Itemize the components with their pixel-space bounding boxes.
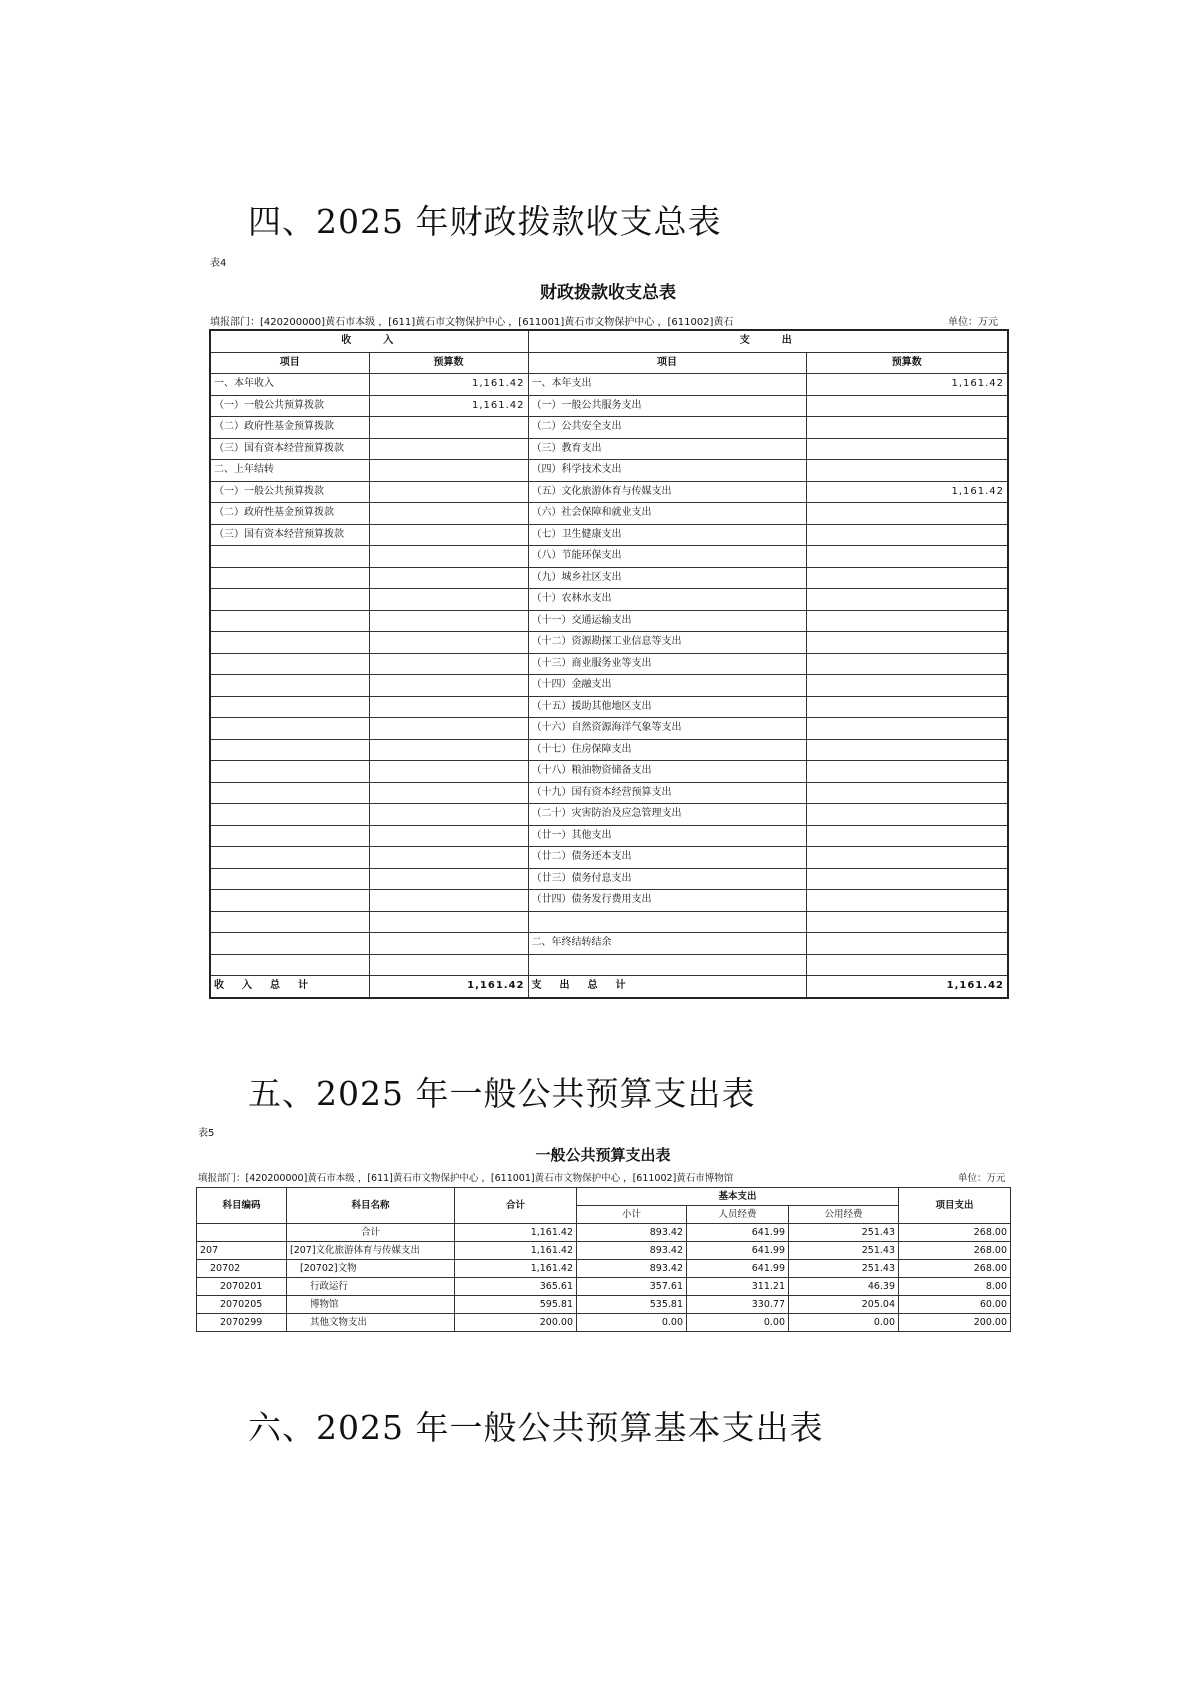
- income-item-cell: [210, 610, 369, 632]
- project-cell: 8.00: [899, 1278, 1011, 1296]
- expense-group-header: 支 出: [528, 330, 1008, 352]
- project-expense-header: 项目支出: [899, 1188, 1011, 1224]
- income-value-cell: [369, 890, 528, 912]
- name-cell: 行政运行: [287, 1278, 455, 1296]
- expense-value-cell: [806, 868, 1008, 890]
- expense-total-value: 1,161.42: [806, 976, 1008, 998]
- expense-item-cell: （廿二）债务还本支出: [528, 847, 806, 869]
- table-row: [197, 1242, 1011, 1260]
- expense-item-cell: 二、年终结转结余: [528, 933, 806, 955]
- expense-value-cell: [806, 739, 1008, 761]
- income-value-cell: 1,161.42: [369, 374, 528, 396]
- expense-item-cell: [528, 911, 806, 933]
- expense-item-cell: （十二）资源勘探工业信息等支出: [528, 632, 806, 654]
- public-header: 公用经费: [789, 1206, 899, 1224]
- income-value-cell: [369, 524, 528, 546]
- total-cell: 200.00: [455, 1314, 577, 1332]
- expense-value-cell: [806, 890, 1008, 912]
- income-value-cell: [369, 847, 528, 869]
- table-row: [210, 739, 1008, 761]
- personnel-cell: 311.21: [687, 1278, 789, 1296]
- income-item-cell: 一、本年收入: [210, 374, 369, 396]
- table-row: [210, 718, 1008, 740]
- table-row: [210, 632, 1008, 654]
- project-cell: 268.00: [899, 1260, 1011, 1278]
- code-cell: 20702: [197, 1260, 287, 1278]
- income-item-cell: [210, 567, 369, 589]
- table-row: [210, 481, 1008, 503]
- income-item-cell: [210, 696, 369, 718]
- project-cell: 60.00: [899, 1296, 1011, 1314]
- expense-value-cell: [806, 417, 1008, 439]
- income-value-cell: [369, 718, 528, 740]
- income-item-cell: [210, 847, 369, 869]
- expense-value-cell: [806, 395, 1008, 417]
- public-cell: 251.43: [789, 1242, 899, 1260]
- income-value-cell: [369, 417, 528, 439]
- income-value-cell: [369, 589, 528, 611]
- expense-item-cell: （十五）援助其他地区支出: [528, 696, 806, 718]
- income-value-cell: [369, 481, 528, 503]
- expense-value-cell: [806, 524, 1008, 546]
- income-item-cell: [210, 954, 369, 976]
- personnel-cell: 641.99: [687, 1242, 789, 1260]
- expense-item-cell: （十九）国有资本经营预算支出: [528, 782, 806, 804]
- public-cell: 0.00: [789, 1314, 899, 1332]
- expense-item-cell: （十四）金融支出: [528, 675, 806, 697]
- income-item-cell: [210, 761, 369, 783]
- income-total-value: 1,161.42: [369, 976, 528, 998]
- expense-item-cell: （十七）住房保障支出: [528, 739, 806, 761]
- table-row: [197, 1224, 1011, 1242]
- expense-value-cell: [806, 653, 1008, 675]
- expense-item-header: 项目: [528, 352, 806, 374]
- income-item-cell: （一）一般公共预算拨款: [210, 395, 369, 417]
- table-row: [210, 567, 1008, 589]
- expense-item-cell: （廿四）债务发行费用支出: [528, 890, 806, 912]
- table-row: [197, 1260, 1011, 1278]
- income-item-cell: 二、上年结转: [210, 460, 369, 482]
- income-item-cell: [210, 890, 369, 912]
- subtotal-cell: 893.42: [577, 1242, 687, 1260]
- income-item-cell: （三）国有资本经营预算拨款: [210, 438, 369, 460]
- expense-item-cell: （二）公共安全支出: [528, 417, 806, 439]
- total-cell: 1,161.42: [455, 1224, 577, 1242]
- income-value-cell: [369, 567, 528, 589]
- expense-value-cell: [806, 589, 1008, 611]
- income-value-cell: [369, 460, 528, 482]
- table-5-unit: 单位：万元: [958, 1173, 1006, 1184]
- table-row: [210, 675, 1008, 697]
- public-cell: 251.43: [789, 1224, 899, 1242]
- table-row: [210, 933, 1008, 955]
- expense-item-cell: （廿三）债务付息支出: [528, 868, 806, 890]
- expense-value-cell: [806, 825, 1008, 847]
- table-row: [210, 868, 1008, 890]
- code-cell: 2070299: [197, 1314, 287, 1332]
- income-value-cell: [369, 825, 528, 847]
- income-value-cell: [369, 632, 528, 654]
- expense-value-cell: [806, 610, 1008, 632]
- table-row: [210, 761, 1008, 783]
- total-cell: 1,161.42: [455, 1260, 577, 1278]
- expense-value-cell: [806, 804, 1008, 826]
- expense-value-cell: [806, 460, 1008, 482]
- public-cell: 46.39: [789, 1278, 899, 1296]
- name-header: 科目名称: [287, 1188, 455, 1224]
- table-row: [210, 782, 1008, 804]
- table-row: [197, 1314, 1011, 1332]
- expense-value-cell: [806, 675, 1008, 697]
- table-row: [210, 610, 1008, 632]
- income-item-cell: [210, 653, 369, 675]
- expense-item-cell: （五）文化旅游体育与传媒支出: [528, 481, 806, 503]
- code-cell: 2070201: [197, 1278, 287, 1296]
- income-value-cell: [369, 911, 528, 933]
- expense-value-cell: [806, 761, 1008, 783]
- table-5-dept: 填报部门：[420200000]黄石市本级 ，[611]黄石市文物保护中心 ，[611001]黄石市文物保护中心 ，[611002]黄石市博物馆: [198, 1173, 734, 1184]
- project-cell: 268.00: [899, 1224, 1011, 1242]
- income-item-cell: [210, 675, 369, 697]
- expense-value-cell: [806, 911, 1008, 933]
- name-cell: [20702]文物: [287, 1260, 455, 1278]
- income-value-cell: [369, 804, 528, 826]
- name-cell: 博物馆: [287, 1296, 455, 1314]
- table-row: [210, 911, 1008, 933]
- code-cell: 207: [197, 1242, 287, 1260]
- income-value-cell: [369, 868, 528, 890]
- name-cell: [207]文化旅游体育与传媒支出: [287, 1242, 455, 1260]
- table-row: [210, 954, 1008, 976]
- expense-value-cell: [806, 718, 1008, 740]
- income-value-cell: [369, 546, 528, 568]
- expense-value-cell: [806, 546, 1008, 568]
- income-value-cell: [369, 610, 528, 632]
- name-cell: 其他文物支出: [287, 1314, 455, 1332]
- general-budget-expense-table: [196, 1187, 1011, 1332]
- income-value-cell: 1,161.42: [369, 395, 528, 417]
- project-cell: 200.00: [899, 1314, 1011, 1332]
- expense-item-cell: （九）城乡社区支出: [528, 567, 806, 589]
- table-row: [210, 546, 1008, 568]
- section-4-heading: 四、2025 年财政拨款收支总表: [248, 202, 722, 241]
- total-header: 合计: [455, 1188, 577, 1224]
- income-value-cell: [369, 761, 528, 783]
- table-row: [210, 589, 1008, 611]
- total-cell: 595.81: [455, 1296, 577, 1314]
- income-item-cell: [210, 933, 369, 955]
- table-row: [197, 1278, 1011, 1296]
- income-item-cell: [210, 632, 369, 654]
- personnel-cell: 0.00: [687, 1314, 789, 1332]
- income-total-label: 收 入 总 计: [210, 976, 369, 998]
- expense-item-cell: （三）教育支出: [528, 438, 806, 460]
- personnel-cell: 330.77: [687, 1296, 789, 1314]
- subtotal-cell: 893.42: [577, 1224, 687, 1242]
- expense-item-cell: （十）农林水支出: [528, 589, 806, 611]
- basic-expense-header: 基本支出: [577, 1188, 899, 1206]
- expense-value-cell: 1,161.42: [806, 481, 1008, 503]
- expense-value-cell: [806, 503, 1008, 525]
- expense-total-label: 支 出 总 计: [528, 976, 806, 998]
- public-cell: 251.43: [789, 1260, 899, 1278]
- income-value-cell: [369, 675, 528, 697]
- expense-value-cell: [806, 438, 1008, 460]
- code-cell: 2070205: [197, 1296, 287, 1314]
- income-item-cell: [210, 718, 369, 740]
- table-4-dept: 填报部门：[420200000]黄石市本级 ，[611]黄石市文物保护中心 ，[611001]黄石市文物保护中心 ，[611002]黄石: [210, 317, 734, 328]
- subtotal-header: 小计: [577, 1206, 687, 1224]
- table-5-tag: 表5: [198, 1128, 215, 1139]
- table-row: [210, 395, 1008, 417]
- expense-item-cell: （廿一）其他支出: [528, 825, 806, 847]
- table-row: [210, 524, 1008, 546]
- expense-item-cell: （二十）灾害防治及应急管理支出: [528, 804, 806, 826]
- expense-item-cell: （一）一般公共服务支出: [528, 395, 806, 417]
- table-row: [210, 890, 1008, 912]
- income-item-cell: （二）政府性基金预算拨款: [210, 503, 369, 525]
- income-budget-header: 预算数: [369, 352, 528, 374]
- subtotal-cell: 357.61: [577, 1278, 687, 1296]
- income-group-header: 收 入: [210, 330, 528, 352]
- section-6-heading: 六、2025 年一般公共预算基本支出表: [248, 1408, 824, 1447]
- expense-item-cell: （七）卫生健康支出: [528, 524, 806, 546]
- table-4-tag: 表4: [210, 258, 227, 269]
- name-cell: 合计: [287, 1224, 455, 1242]
- table-row: [210, 503, 1008, 525]
- income-value-cell: [369, 933, 528, 955]
- table-row: [210, 374, 1008, 396]
- table-5-title: 一般公共预算支出表: [535, 1146, 671, 1164]
- income-value-cell: [369, 696, 528, 718]
- subtotal-cell: 0.00: [577, 1314, 687, 1332]
- income-item-cell: [210, 782, 369, 804]
- personnel-cell: 641.99: [687, 1260, 789, 1278]
- table-row: [197, 1296, 1011, 1314]
- personnel-header: 人员经费: [687, 1206, 789, 1224]
- expense-item-cell: （六）社会保障和就业支出: [528, 503, 806, 525]
- income-item-cell: （一）一般公共预算拨款: [210, 481, 369, 503]
- income-item-header: 项目: [210, 352, 369, 374]
- code-header: 科目编码: [197, 1188, 287, 1224]
- income-value-cell: [369, 653, 528, 675]
- expense-item-cell: 一、本年支出: [528, 374, 806, 396]
- income-value-cell: [369, 503, 528, 525]
- expense-value-cell: [806, 954, 1008, 976]
- income-item-cell: [210, 739, 369, 761]
- table-row: [210, 438, 1008, 460]
- public-cell: 205.04: [789, 1296, 899, 1314]
- section-5-heading: 五、2025 年一般公共预算支出表: [248, 1074, 756, 1113]
- total-cell: 365.61: [455, 1278, 577, 1296]
- fiscal-income-expense-table: [209, 329, 1009, 999]
- expense-item-cell: （十一）交通运输支出: [528, 610, 806, 632]
- subtotal-cell: 893.42: [577, 1260, 687, 1278]
- expense-item-cell: （八）节能环保支出: [528, 546, 806, 568]
- expense-item-cell: （十三）商业服务业等支出: [528, 653, 806, 675]
- table-row: [210, 804, 1008, 826]
- expense-budget-header: 预算数: [806, 352, 1008, 374]
- table-4-unit: 单位：万元: [948, 317, 998, 328]
- table-row: [210, 653, 1008, 675]
- table-row-total: [210, 976, 1008, 998]
- personnel-cell: 641.99: [687, 1224, 789, 1242]
- expense-item-cell: [528, 954, 806, 976]
- expense-item-cell: （十八）粮油物资储备支出: [528, 761, 806, 783]
- project-cell: 268.00: [899, 1242, 1011, 1260]
- table-row: [210, 847, 1008, 869]
- expense-item-cell: （四）科学技术支出: [528, 460, 806, 482]
- expense-value-cell: [806, 933, 1008, 955]
- income-item-cell: （二）政府性基金预算拨款: [210, 417, 369, 439]
- table-row: [210, 825, 1008, 847]
- expense-value-cell: [806, 782, 1008, 804]
- income-item-cell: （三）国有资本经营预算拨款: [210, 524, 369, 546]
- expense-value-cell: [806, 847, 1008, 869]
- expense-value-cell: [806, 567, 1008, 589]
- subtotal-cell: 535.81: [577, 1296, 687, 1314]
- table-row: [210, 460, 1008, 482]
- expense-item-cell: （十六）自然资源海洋气象等支出: [528, 718, 806, 740]
- income-item-cell: [210, 911, 369, 933]
- income-item-cell: [210, 804, 369, 826]
- table-row: [210, 696, 1008, 718]
- income-value-cell: [369, 782, 528, 804]
- table-4-title: 财政拨款收支总表: [540, 283, 676, 303]
- income-value-cell: [369, 954, 528, 976]
- total-cell: 1,161.42: [455, 1242, 577, 1260]
- income-item-cell: [210, 589, 369, 611]
- table-row: [210, 417, 1008, 439]
- income-item-cell: [210, 546, 369, 568]
- expense-value-cell: [806, 696, 1008, 718]
- expense-value-cell: [806, 632, 1008, 654]
- code-cell: [197, 1224, 287, 1242]
- income-item-cell: [210, 825, 369, 847]
- income-value-cell: [369, 438, 528, 460]
- income-value-cell: [369, 739, 528, 761]
- income-item-cell: [210, 868, 369, 890]
- expense-value-cell: 1,161.42: [806, 374, 1008, 396]
